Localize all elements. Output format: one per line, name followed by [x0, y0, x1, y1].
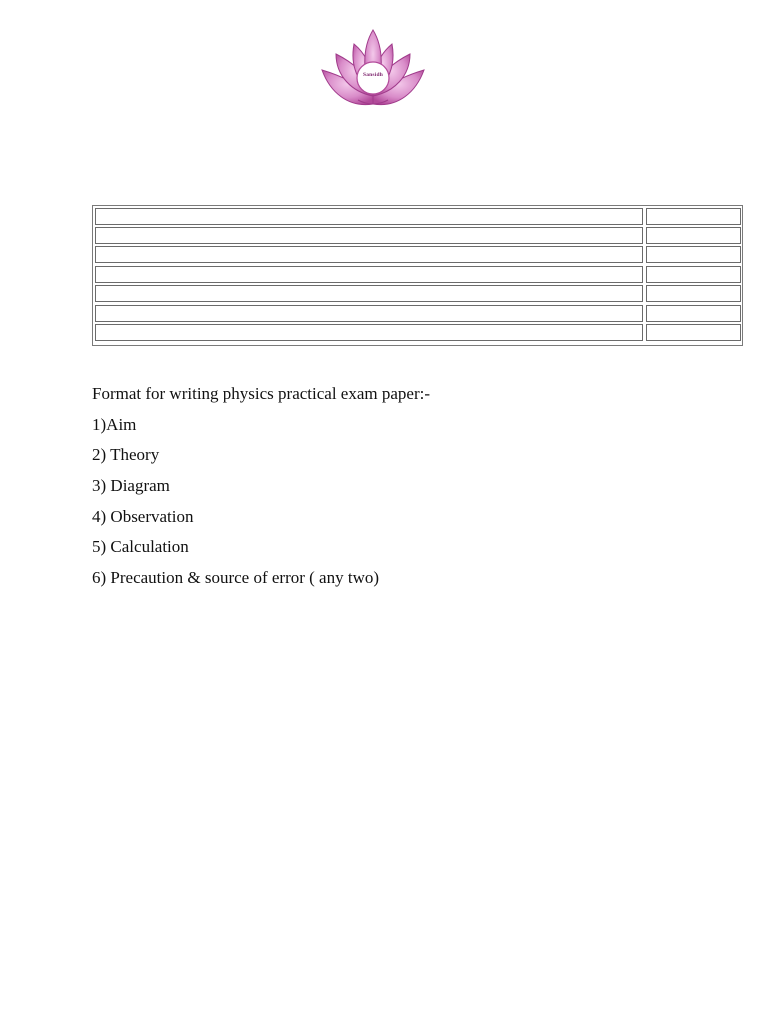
- format-section: [92, 384, 430, 599]
- list-item-theory: 2) Theory: [92, 445, 160, 465]
- table-row: [95, 305, 740, 322]
- table-cell: [95, 285, 643, 302]
- table-row: [95, 246, 740, 263]
- table-cell: [646, 324, 741, 341]
- list-item-aim: 1)Aim: [92, 414, 137, 434]
- table-row: [95, 227, 740, 244]
- empty-table: [92, 205, 743, 346]
- table-cell: [646, 266, 741, 283]
- table-cell: [95, 324, 643, 341]
- table-cell: [646, 246, 741, 263]
- table-cell: [95, 266, 643, 283]
- lotus-icon: [318, 26, 428, 110]
- format-heading: Format for writing physics practical exam paper:-: [92, 384, 430, 403]
- table-row: [95, 266, 740, 283]
- logo-text: Sansidh: [362, 72, 384, 78]
- table-row: [95, 324, 740, 341]
- table-cell: [95, 305, 643, 322]
- table-cell: [646, 227, 741, 244]
- list-item-diagram: 3) Diagram: [92, 476, 170, 496]
- table-row: [95, 285, 740, 302]
- table-cell: [95, 246, 643, 263]
- table-cell: [95, 227, 643, 244]
- table-cell: [95, 208, 643, 225]
- table-cell: [646, 208, 741, 225]
- table-cell: [646, 285, 741, 302]
- list-item-observation: 4) Observation: [92, 506, 194, 526]
- list-item-precaution: 6) Precaution & source of error ( any two): [92, 568, 380, 588]
- table-cell: [646, 305, 741, 322]
- table-row: [95, 208, 740, 225]
- list-item-calculation: 5) Calculation: [92, 537, 189, 557]
- lotus-logo: [318, 26, 428, 110]
